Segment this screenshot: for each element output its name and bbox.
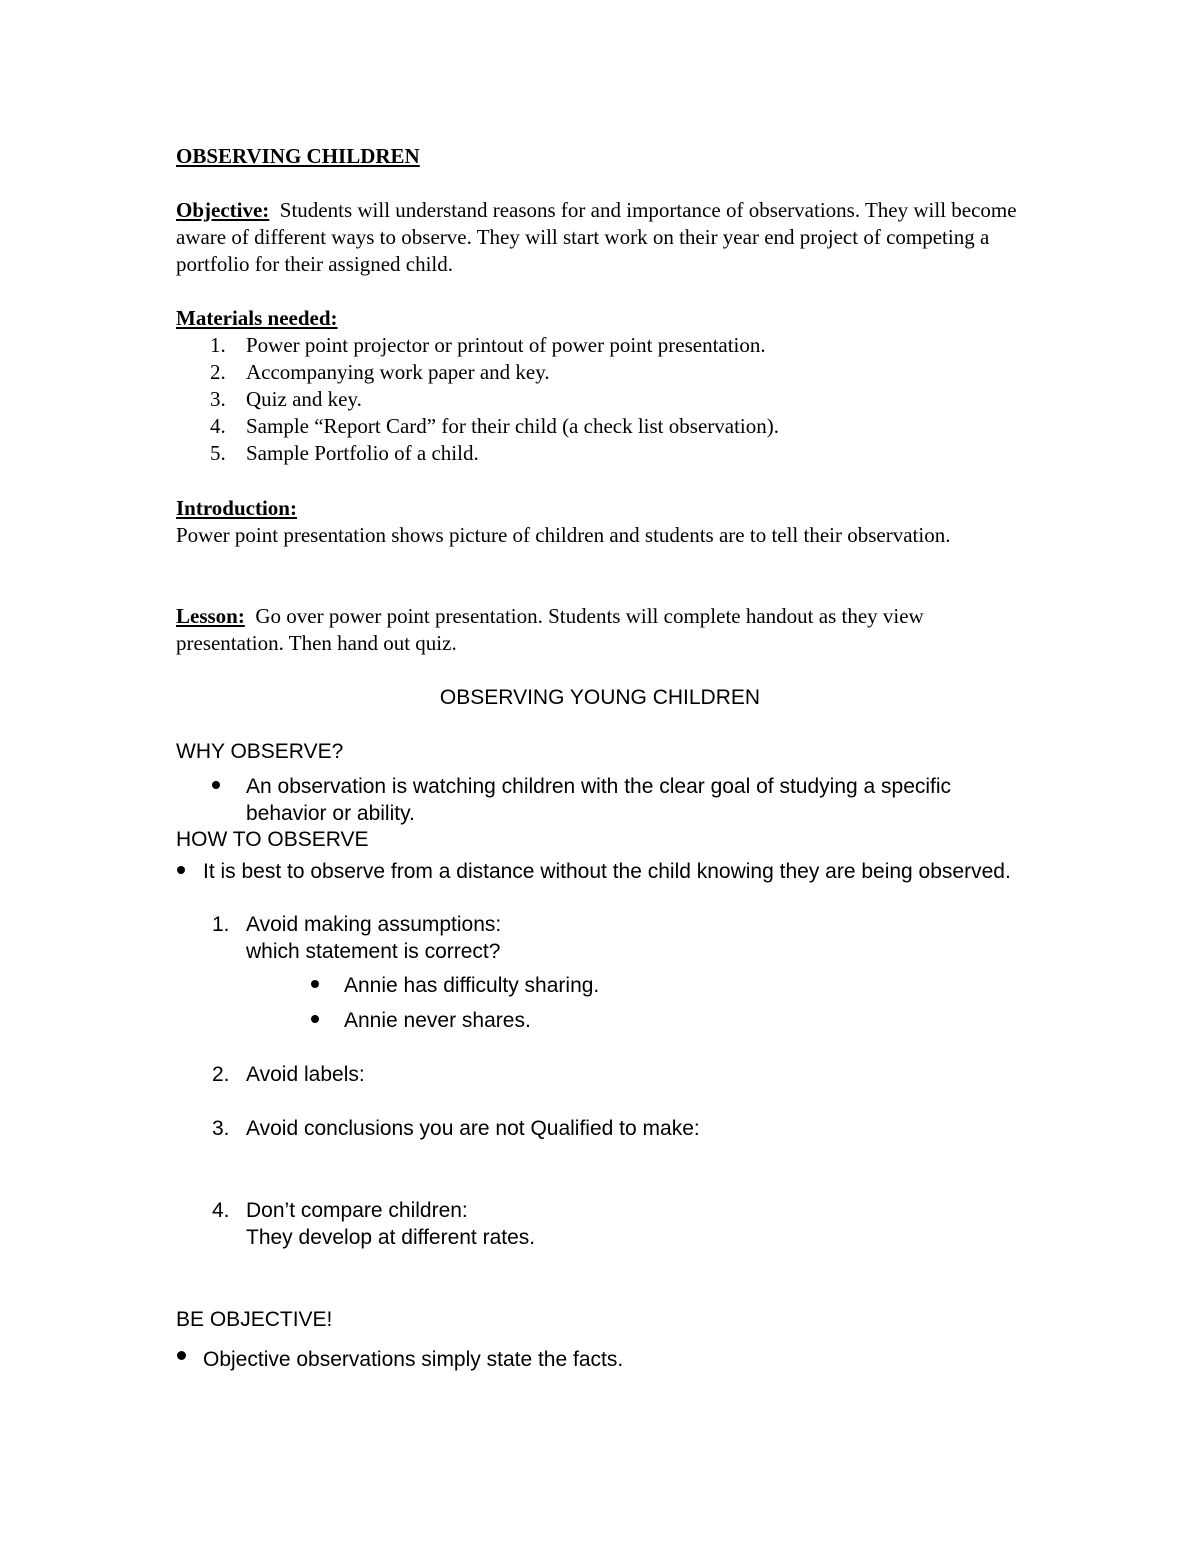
be-objective-bullet: Objective observations simply state the facts.	[203, 1348, 624, 1371]
list-item-text: Sample Portfolio of a child.	[246, 441, 479, 465]
objective-label: Objective:	[176, 198, 270, 222]
step-text: Don’t compare children:	[246, 1199, 468, 1222]
bullet-icon	[177, 866, 185, 874]
step-text: Avoid labels:	[246, 1063, 365, 1086]
bullet-icon	[212, 781, 220, 789]
step-number: 2.	[212, 1063, 230, 1086]
objective-text: Students will understand reasons for and importance of observations. They will become aware of different ways to observe. They will start work on their year end project of competing a portfolio for their assigned child.	[176, 198, 1017, 276]
introduction-label: Introduction:	[176, 496, 297, 520]
sub-bullet-item: Annie has difficulty sharing.	[344, 974, 600, 997]
bullet-icon	[311, 1015, 319, 1023]
list-item-text: Accompanying work paper and key.	[246, 360, 550, 384]
step-subtext: They develop at different rates.	[246, 1226, 536, 1249]
document-title: OBSERVING CHILDREN	[176, 144, 420, 168]
sub-bullet-item: Annie never shares.	[344, 1009, 531, 1032]
step-text: Avoid conclusions you are not Qualified to make:	[246, 1117, 700, 1140]
objective-paragraph	[176, 197, 1036, 278]
handout-title: OBSERVING YOUNG CHILDREN	[439, 686, 761, 709]
list-item-text: Power point projector or printout of power point presentation.	[246, 333, 766, 357]
list-number: 4.	[210, 414, 226, 438]
step-text: Avoid making assumptions:	[246, 913, 502, 936]
step-number: 4.	[212, 1199, 230, 1222]
introduction-text: Power point presentation shows picture of children and students are to tell their observation.	[176, 523, 951, 547]
list-item-text: Quiz and key.	[246, 387, 362, 411]
why-observe-bullet: An observation is watching children with the clear goal of studying a specific behavior or ability.	[246, 775, 952, 825]
step-number: 3.	[212, 1117, 230, 1140]
step-number: 1.	[212, 913, 230, 936]
why-observe-heading: WHY OBSERVE?	[176, 740, 344, 763]
lesson-text: Go over power point presentation. Students will complete handout as they view presentation. Then hand out quiz.	[176, 604, 924, 655]
lesson-label: Lesson:	[176, 604, 245, 628]
be-objective-heading: BE OBJECTIVE!	[176, 1308, 333, 1331]
list-number: 3.	[210, 387, 226, 411]
list-number: 2.	[210, 360, 226, 384]
lesson-paragraph	[176, 603, 1036, 657]
list-number: 5.	[210, 441, 226, 465]
bullet-icon	[311, 980, 319, 988]
list-item-text: Sample “Report Card” for their child (a check list observation).	[246, 414, 779, 438]
step-subtext: which statement is correct?	[246, 940, 501, 963]
how-to-observe-bullet: It is best to observe from a distance without the child knowing they are being observed.	[203, 860, 1011, 883]
bullet-icon	[177, 1351, 186, 1360]
materials-label: Materials needed:	[176, 306, 338, 330]
list-number: 1.	[210, 333, 226, 357]
how-to-observe-heading: HOW TO OBSERVE	[176, 828, 369, 851]
